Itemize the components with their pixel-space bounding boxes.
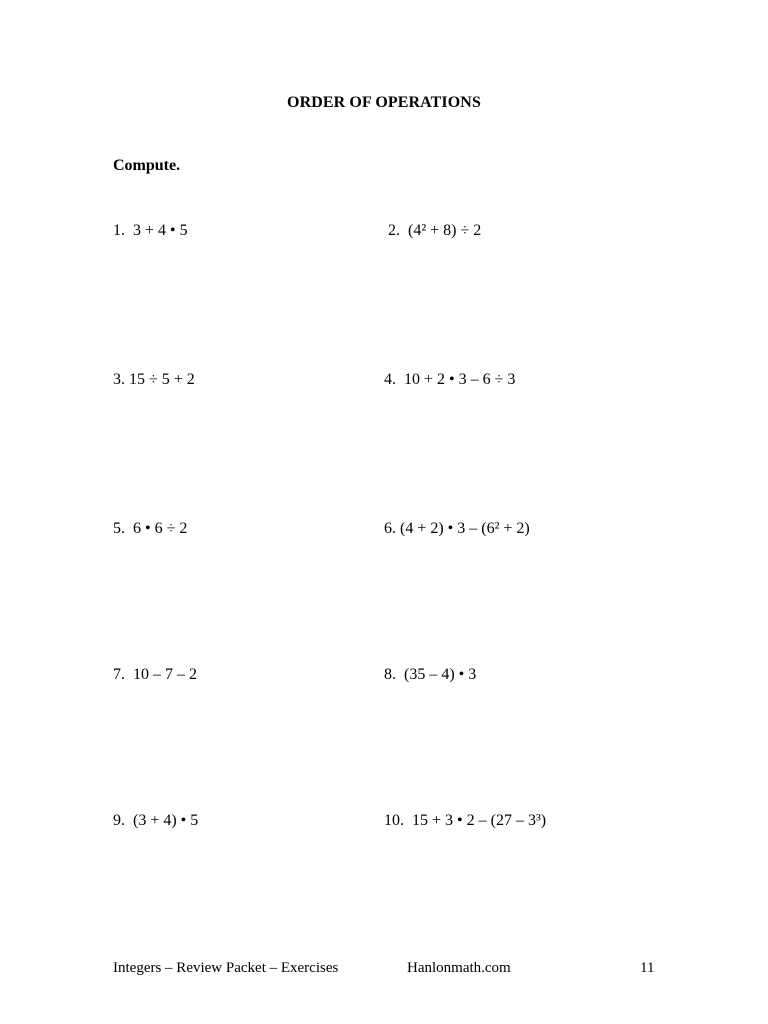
problem-8: 8. (35 – 4) • 3 bbox=[384, 666, 477, 683]
footer-site-name: Hanlonmath.com bbox=[407, 960, 511, 976]
problem-4: 4. 10 + 2 • 3 – 6 ÷ 3 bbox=[384, 371, 516, 388]
problem-9: 9. (3 + 4) • 5 bbox=[113, 812, 199, 829]
problem-10: 10. 15 + 3 • 2 – (27 – 3³) bbox=[384, 812, 547, 829]
problem-5: 5. 6 • 6 ÷ 2 bbox=[113, 520, 188, 537]
problem-7: 7. 10 – 7 – 2 bbox=[113, 666, 197, 683]
instruction-label: Compute. bbox=[113, 157, 181, 174]
problem-2: 2. (4² + 8) ÷ 2 bbox=[388, 222, 482, 239]
problem-1: 1. 3 + 4 • 5 bbox=[113, 222, 188, 239]
footer-page-number: 11 bbox=[640, 960, 655, 976]
footer-left-text: Integers – Review Packet – Exercises bbox=[113, 960, 339, 976]
problem-6: 6. (4 + 2) • 3 – (6² + 2) bbox=[384, 520, 530, 537]
page-title: ORDER OF OPERATIONS bbox=[287, 94, 481, 111]
problem-3: 3. 15 ÷ 5 + 2 bbox=[113, 371, 195, 388]
